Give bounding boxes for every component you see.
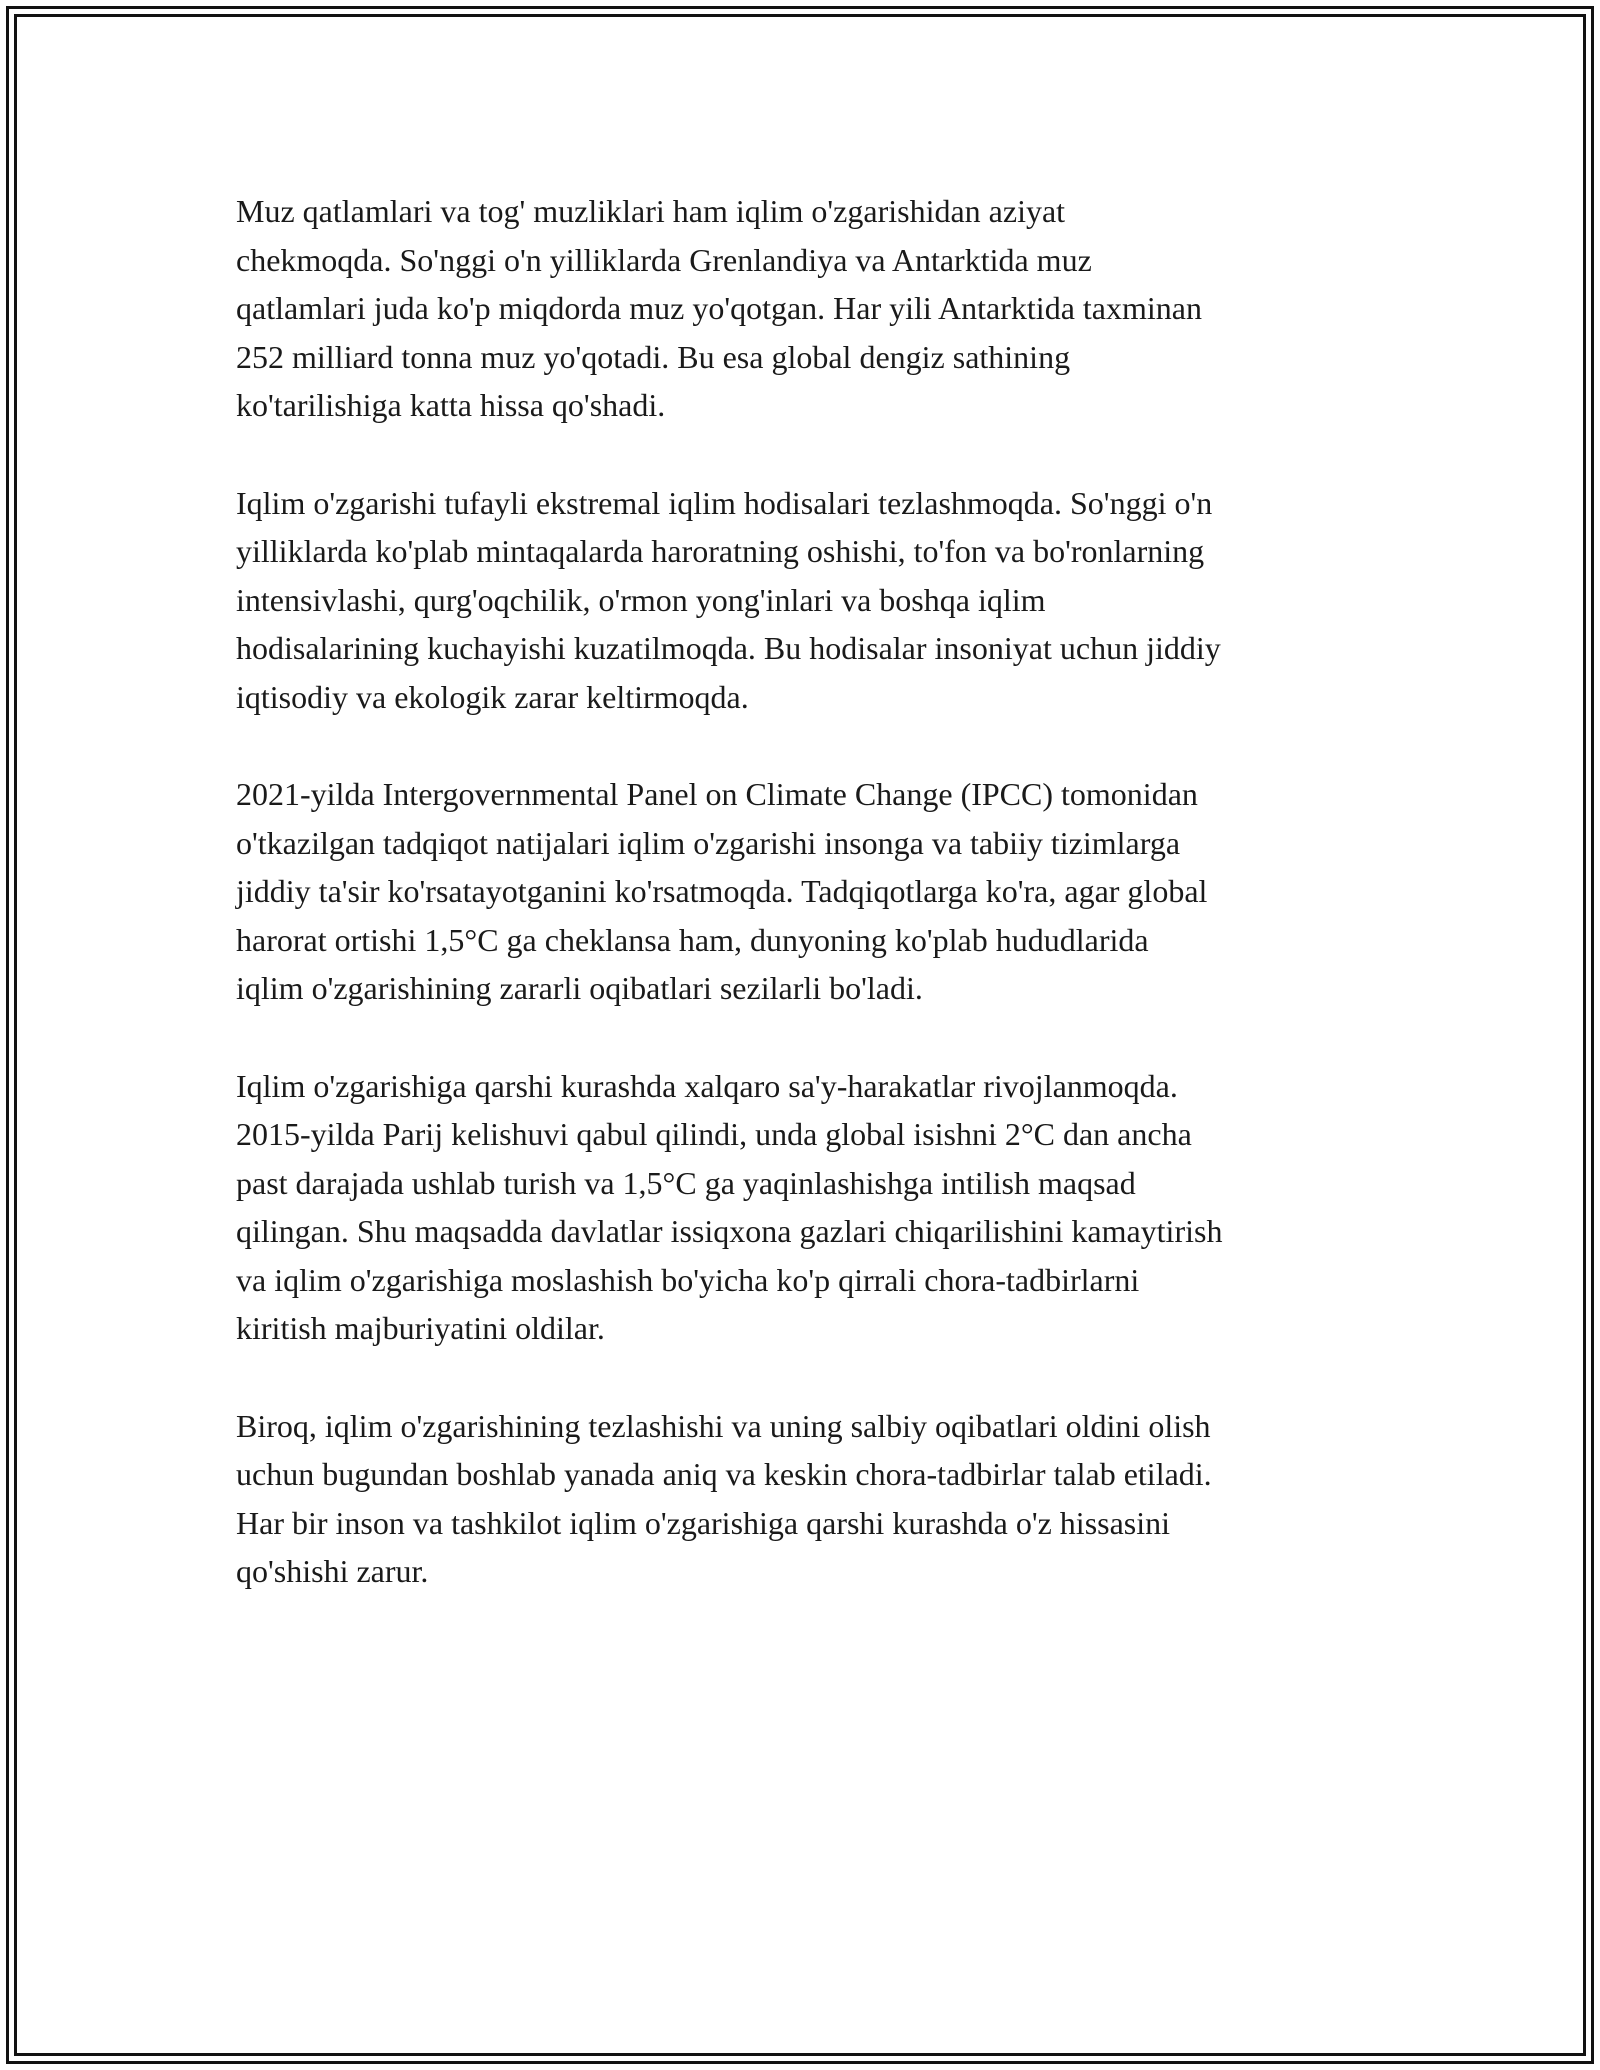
- document-body: [236, 187, 1376, 1645]
- paragraph-paris-agreement: Iqlim o'zgarishiga qarshi kurashda xalqaro sa'y-harakatlar rivojlanmoqda. 2015-yilda Parij kelishuvi qabul qilindi, unda global isishni 2°C dan ancha past darajada ushlab turish va 1,5°C ga yaqinlashishga intilish maqsad qilingan. Shu maqsadda davlatlar issiqxona gazlari chiqarilishini kamaytirish va iqlim o'zgarishiga moslashish bo'yicha ko'p qirrali chora-tadbirlarni kiritish majburiyatini oldilar.: [236, 1067, 1223, 1346]
- paragraph-extreme-events: Iqlim o'zgarishi tufayli ekstremal iqlim hodisalari tezlashmoqda. So'nggi o'n yilliklarda ko'plab mintaqalarda haroratning oshishi, to'fon va bo'ronlarning intensivlashi, qurg'oqchilik, o'rmon yong'inlari va boshqa iqlim hodisalarining kuchayishi kuzatilmoqda. Bu hodisalar insoniyat uchun jiddiy iqtisodiy va ekologik zarar keltirmoqda.: [236, 484, 1221, 715]
- paragraph-ipcc: 2021-yilda Intergovernmental Panel on Climate Change (IPCC) tomonidan o'tkazilgan tadqiqot natijalari iqlim o'zgarishi insonga va tabiiy tizimlarga jiddiy ta'sir ko'rsatayotganini ko'rsatmoqda. Tadqiqotlarga ko'ra, agar global harorat ortishi 1,5°C ga cheklansa ham, dunyoning ko'plab hududlarida iqlim o'zgarishining zararli oqibatlari sezilarli bo'ladi.: [236, 776, 1208, 1006]
- paragraph-call-to-action: Biroq, iqlim o'zgarishining tezlashishi va uning salbiy oqibatlari oldini olish uchun bugundan boshlab yanada aniq va keskin chora-tadbirlar talab etiladi. Har bir inson va tashkilot iqlim o'zgarishiga qarshi kurashda o'z hissasini qo'shishi zarur.: [236, 1407, 1212, 1589]
- paragraph-ice-sheets: Muz qatlamlari va tog' muzliklari ham iqlim o'zgarishidan aziyat chekmoqda. So'nggi o'n yilliklarda Grenlandiya va Antarktida muz qatlamlari juda ko'p miqdorda muz yo'qotgan. Har yili Antarktida taxminan 252 milliard tonna muz yo'qotadi. Bu esa global dengiz sathining ko'tarilishiga katta hissa qo'shadi.: [236, 193, 1202, 423]
